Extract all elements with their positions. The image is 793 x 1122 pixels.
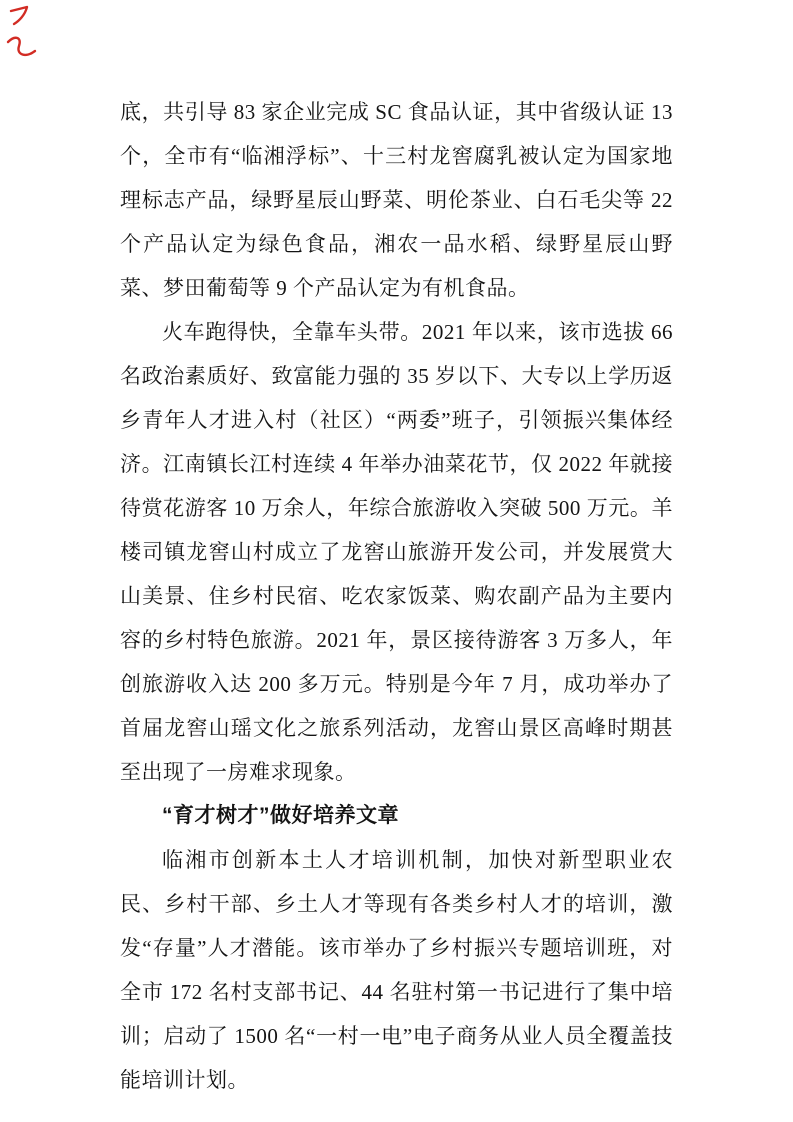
red-pen-annotation-icon	[4, 2, 42, 66]
paragraph-training-program: 临湘市创新本土人才培训机制，加快对新型职业农民、乡村干部、乡土人才等现有各类乡村人才的培训，激发“存量”人才潜能。该市举办了乡村振兴专题培训班，对全市 172 名村支部书记、44 名驻村第一书记进行了集中培训；启动了 1500 名“一村一电”电子商务从业人员全覆盖技能培训计划。	[120, 848, 673, 1092]
red-mark-bottom	[8, 38, 35, 55]
page-content	[120, 90, 673, 1102]
paragraph-talent-selection: 火车跑得快，全靠车头带。2021 年以来，该市选拔 66 名政治素质好、致富能力强的 35 岁以下、大专以上学历返乡青年人才进入村（社区）“两委”班子，引领振兴集体经济。江南镇长江村连续 4 年举办油菜花节，仅 2022 年就接待赏花游客 10 万余人，年综合旅游收入突破 500 万元。羊楼司镇龙窖山村成立了龙窖山旅游开发公司，并发展赏大山美景、住乡村民宿、吃农家饭菜、购农副产品为主要内容的乡村特色旅游。2021 年，景区接待游客 3 万多人，年创旅游收入达 200 多万元。特别是今年 7 月，成功举办了首届龙窖山瑶文化之旅系列活动，龙窖山景区高峰时期甚至出现了一房难求现象。	[120, 320, 673, 784]
section-heading: “育才树才”做好培养文章	[162, 804, 399, 827]
paragraph-continuation: 底，共引导 83 家企业完成 SC 食品认证，其中省级认证 13 个，全市有“临湘浮标”、十三村龙窖腐乳被认定为国家地理标志产品，绿野星辰山野菜、明伦茶业、白石毛尖等 22 个产品认定为绿色食品，湘农一品水稻、绿野星辰山野菜、梦田葡萄等 9 个产品认定为有机食品。	[120, 100, 673, 300]
red-mark-top	[11, 7, 27, 24]
